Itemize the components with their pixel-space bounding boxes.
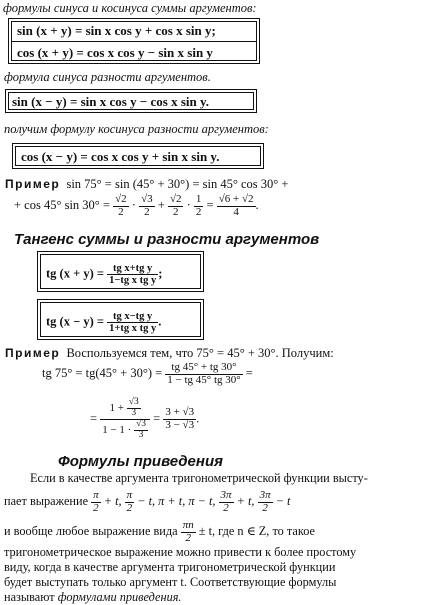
example-label: Пример (5, 177, 61, 191)
intro-sum-text: формулы синуса и косинуса суммы аргументов: (3, 1, 257, 15)
fraction: $\frac{\text{tg x−tg y}}{\text{1+tg x tg y}}$ (109, 311, 157, 335)
fraction: $\frac{\pi}{2}$ (126, 489, 133, 514)
intro-sin-diff-text: формула синуса разности аргументов. (4, 70, 211, 84)
cos-diff-formula: cos (x − y) = cos x cos y + sin x sin y. (21, 149, 220, 164)
tg-diff-formula: tg (x − y) = $\frac{\text{tg x−tg y}}{\text{1+tg x tg y}}$ . (46, 311, 162, 335)
fraction: $\frac{\pi}{2}$ (93, 489, 99, 514)
heading-tangent: Тангенс суммы и разности аргументов (14, 231, 320, 248)
fraction: $\frac{√3}{2}$ (141, 193, 153, 218)
example2-intro: Пример Воспользуемся тем, что 75° = 45° + 30°. Получим: (5, 346, 334, 360)
fraction: $\frac{√6 + √2}{4}$ (218, 193, 254, 218)
fraction: $\frac{√2}{2}$ (169, 193, 182, 218)
para-line-6: будет выступать только аргумент t. Соответствующие формулы (4, 575, 337, 589)
fraction: $\frac{\pi n}{2}$ (182, 519, 194, 544)
sin-sum-formula: sin (x + y) = sin x cos y + cos x sin y; (17, 23, 216, 38)
example2-line1: tg 75° = tg(45° + 30°) = $\frac{tg 45^\circ + tg 30^\circ}{1 - tg 45^\circ tg 30^\circ}$ = (42, 361, 253, 386)
sum-formulas-box (8, 18, 260, 64)
cos-sum-formula: cos (x + y) = cos x cos y − sin x sin y (17, 45, 213, 60)
fraction: $\frac{3 + √3}{3 - √3}$ (165, 406, 195, 431)
para-line-7: называют формулами приведения. (4, 590, 182, 604)
fraction: $\frac{1}{2}$ (195, 193, 202, 218)
heading-reduction: Формулы приведения (58, 453, 223, 470)
fraction: $\frac{3\pi}{2}$ (220, 489, 232, 514)
fraction: $\frac{√2}{2}$ (115, 193, 127, 218)
para-line-5: виду, когда в качестве аргумента тригонометрической функции (4, 560, 336, 574)
fraction: $\frac{tg 45^\circ + tg 30^\circ}{1 - tg 45^\circ tg 30^\circ}$ (167, 361, 241, 386)
cos-diff-box (12, 143, 264, 169)
intro-cos-diff-text: получим формулу косинуса разности аргументов: (4, 122, 269, 136)
tg-sum-formula: tg (x + y) = $\frac{\text{tg x+tg y}}{\text{1−tg x tg y}}$ ; (46, 263, 163, 287)
example1-line2: + cos 45° sin 30° = $\frac{√2}{2}$ · $\frac{√3}{2}$ + $\frac{√2}{2}$ · $\frac{1}{2}$ = $\frac{√6 + √2}{4}$ . (14, 193, 259, 218)
fraction: $\frac{3\pi}{2}$ (259, 489, 271, 514)
sin-diff-box (5, 89, 257, 113)
para-line-1: Если в качестве аргумента тригонометрической функции высту- (30, 471, 368, 485)
example1-line1: Пример sin 75° = sin (45° + 30°) = sin 45° cos 30° + (5, 177, 289, 191)
para-line-4: тригонометрическое выражение можно привести к более простому (4, 545, 357, 559)
tg-diff-box (37, 299, 204, 340)
para-line-2: пает выражение $\frac{\pi}{2}$ + t, $\frac{\pi}{2}$ − t, π + t, π − t, $\frac{3\pi}{2}$ + t, $\frac{3\pi}{2}$ − t (4, 489, 291, 514)
sin-diff-formula: sin (x − y) = sin x cos y − cos x sin y. (12, 94, 210, 109)
example-label: Пример (5, 346, 61, 360)
para-line-3: и вообще любое выражение вида $\frac{\pi n}{2}$ ± t, где n ∈ Z, то такое (4, 519, 315, 544)
example2-line2: = 1 + $\frac{√3}{3}$ 1 − 1 · $\frac{√3}{3}$ = $\frac{3 + √3}{3 - √3}$ . (90, 397, 200, 440)
compound-fraction: 1 + $\frac{√3}{3}$ 1 − 1 · $\frac{√3}{3}$ (100, 398, 150, 441)
tg-sum-box (37, 251, 204, 292)
fraction: $\frac{\text{tg x+tg y}}{\text{1−tg x tg y}}$ (109, 263, 157, 287)
